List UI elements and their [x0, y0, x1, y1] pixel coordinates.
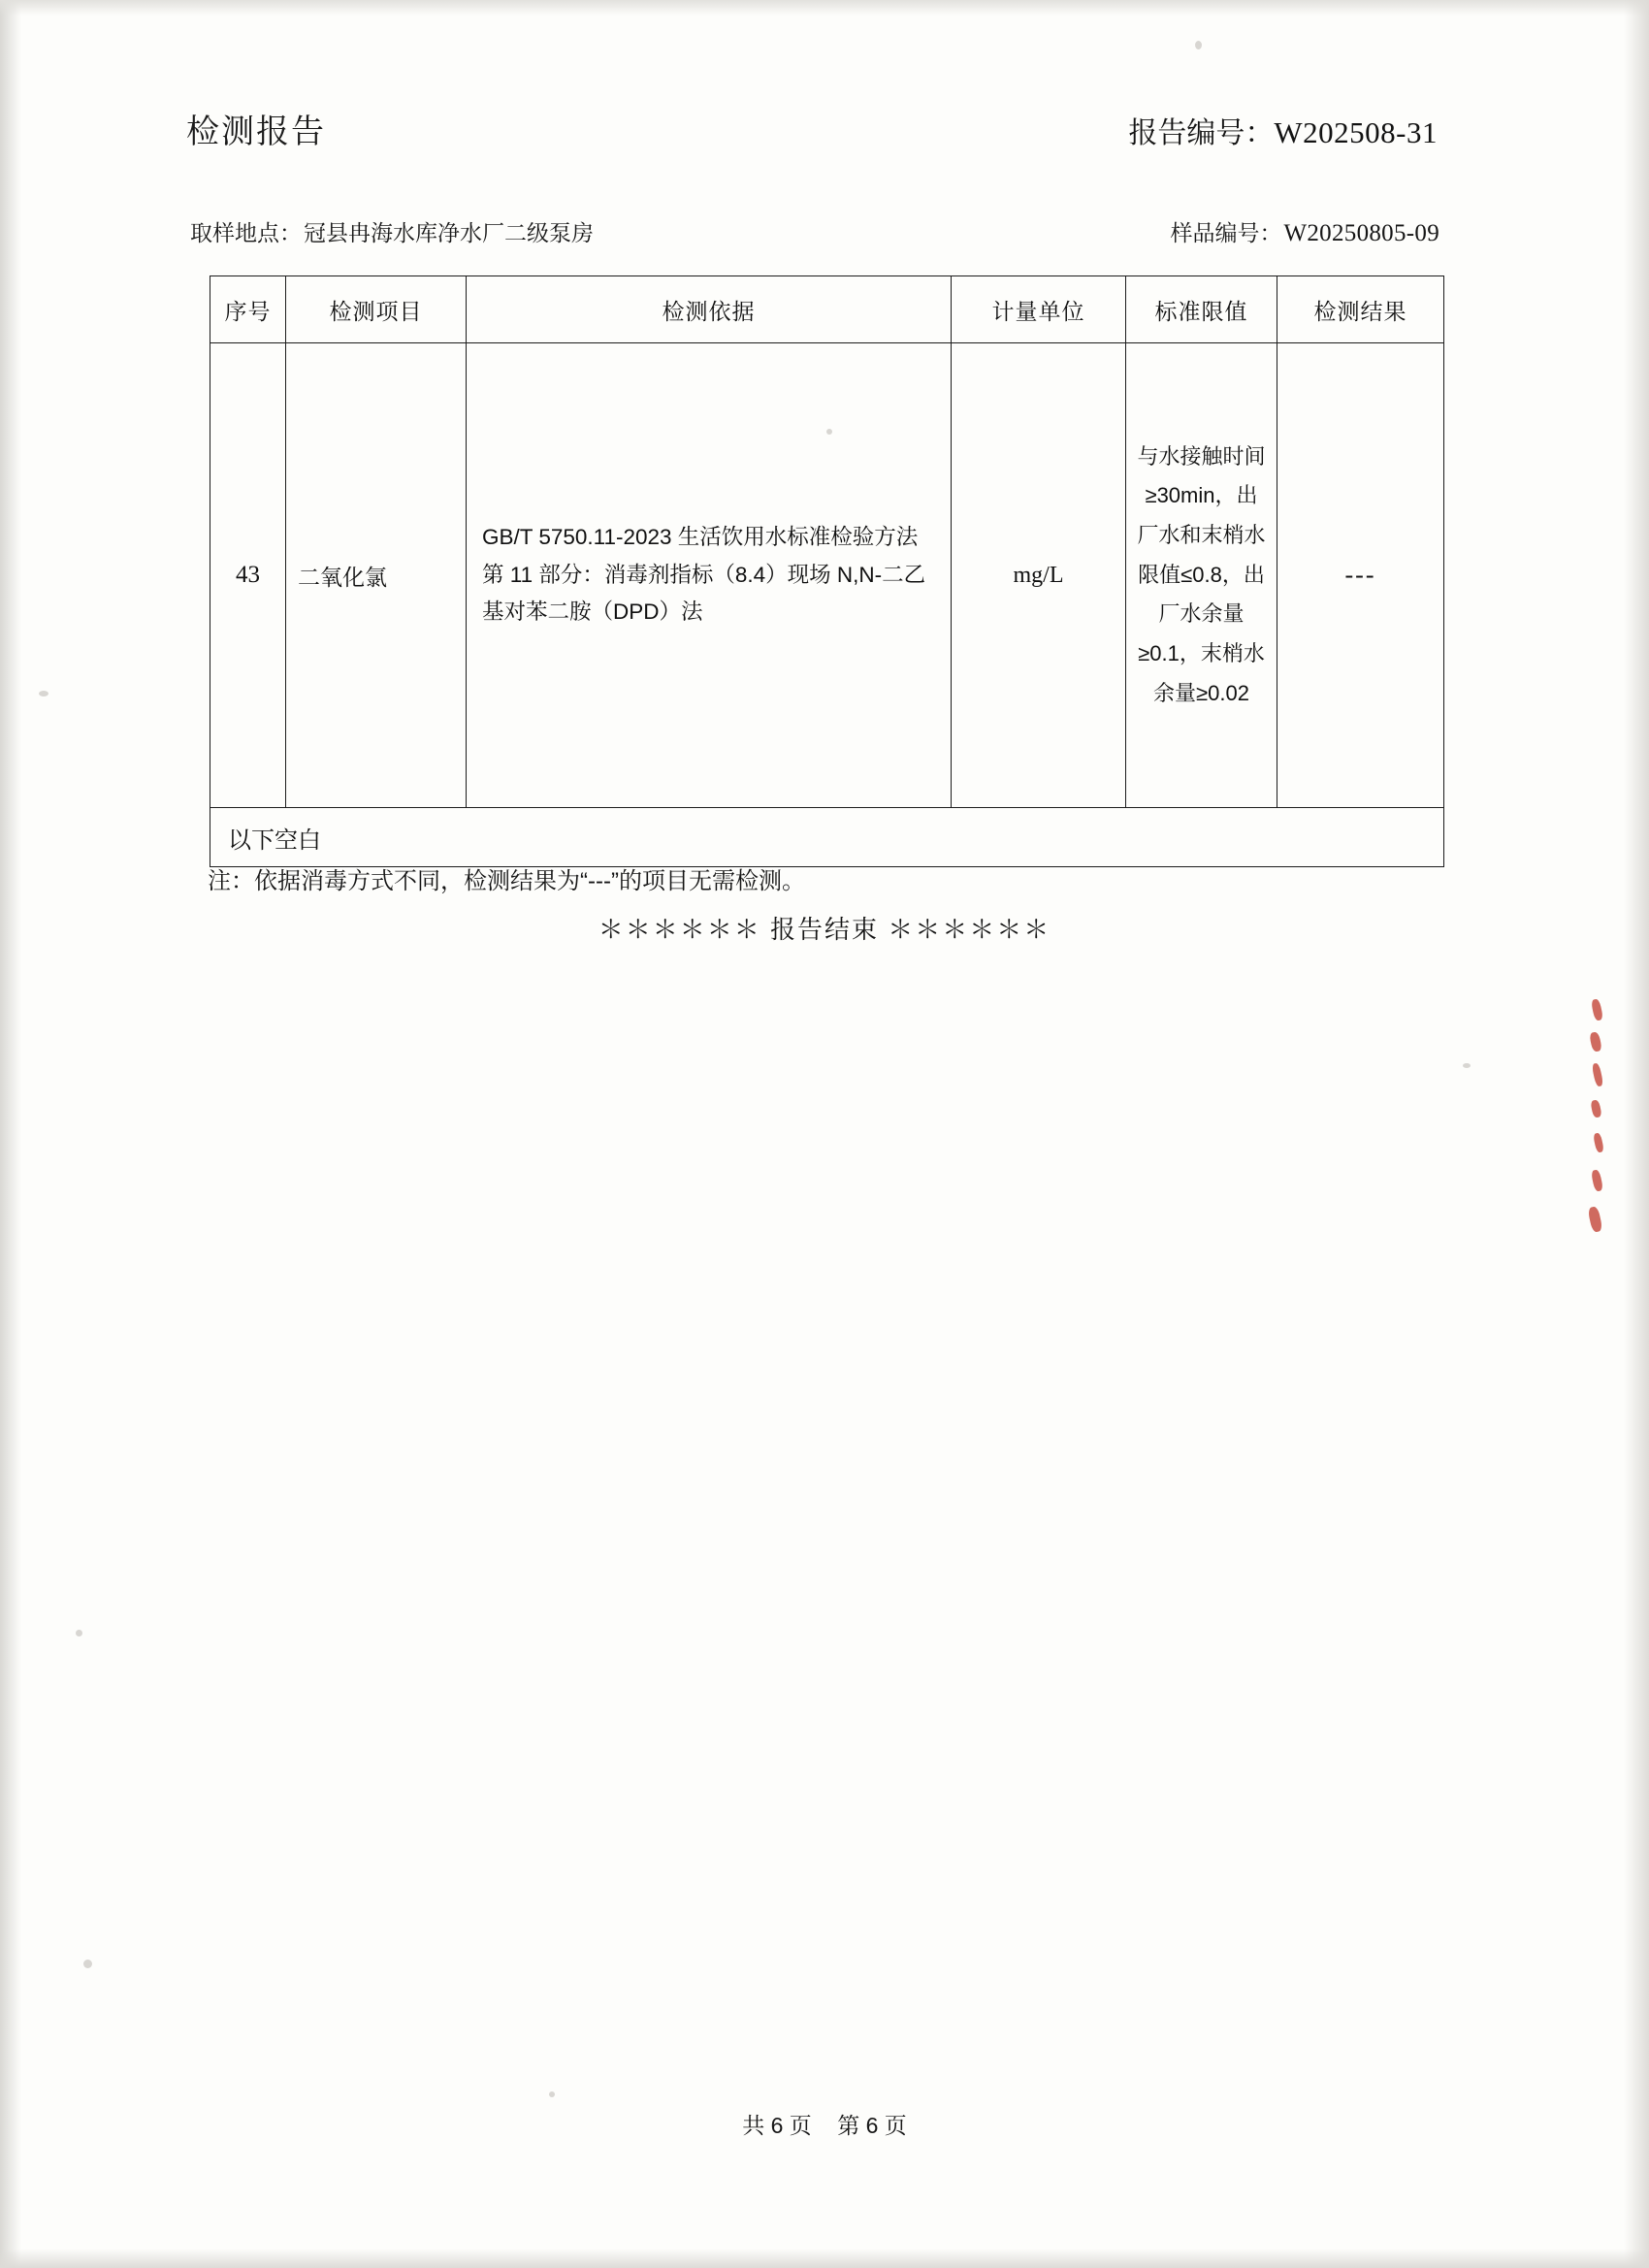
column-header-basis: 检测依据 [467, 276, 952, 343]
table-note: 注：依据消毒方式不同，检测结果为“---”的项目无需检测。 [208, 868, 805, 894]
scan-speck [549, 2091, 555, 2097]
scan-edge-top [0, 0, 1649, 16]
scan-edge-right [1624, 0, 1649, 2268]
report-end-marker: ＊＊＊＊＊＊ 报告结束 ＊＊＊＊＊＊ [598, 915, 1051, 944]
sample-number-value: W20250805-09 [1283, 220, 1439, 246]
cell-no: 43 [210, 343, 286, 808]
sampling-location [190, 215, 594, 247]
table-header-row [210, 276, 1444, 343]
red-pen-marking [1587, 999, 1612, 1242]
scan-speck [1463, 1063, 1471, 1068]
report-number-value: W202508-31 [1274, 115, 1438, 149]
blank-row-text: 以下空白 [210, 808, 1444, 867]
column-header-limit: 标准限值 [1126, 276, 1277, 343]
scan-speck [39, 691, 48, 697]
scan-speck [83, 1960, 92, 1968]
table-row [210, 343, 1444, 808]
table-body [210, 343, 1444, 867]
page-header [186, 105, 1438, 152]
scan-speck [76, 1630, 82, 1636]
cell-limit: 与水接触时间≥30min，出厂水和末梢水限值≤0.8，出厂水余量≥0.1，末梢水余量≥0.02 [1126, 343, 1277, 808]
sample-number [1170, 215, 1439, 247]
report-number-label: 报告编号： [1128, 117, 1275, 149]
page-footer [0, 2108, 1649, 2140]
table-blank-row [210, 808, 1444, 867]
results-table [210, 275, 1444, 867]
sample-number-label: 样品编号： [1170, 220, 1282, 245]
scan-edge-bottom [0, 2249, 1649, 2268]
total-pages: 共 6 页 [742, 2113, 812, 2138]
results-table-wrapper [210, 275, 1443, 867]
column-header-result: 检测结果 [1277, 276, 1444, 343]
cell-result: --- [1277, 343, 1444, 808]
scan-edge-left [0, 0, 21, 2268]
page-title: 检测报告 [186, 113, 326, 150]
sampling-location-value: 冠县冉海水库净水厂二级泵房 [304, 220, 594, 245]
sampling-location-label: 取样地点： [190, 220, 302, 245]
column-header-no: 序号 [210, 276, 286, 343]
scan-speck [1195, 41, 1202, 49]
sample-info-row [190, 215, 1439, 247]
column-header-item: 检测项目 [286, 276, 467, 343]
column-header-unit: 计量单位 [952, 276, 1126, 343]
current-page: 第 6 页 [837, 2113, 907, 2138]
cell-unit: mg/L [952, 343, 1126, 808]
report-number [1128, 109, 1438, 151]
cell-basis: GB/T 5750.11-2023 生活饮用水标准检验方法 第 11 部分：消毒剂指标（8.4）现场 N,N-二乙基对苯二胺（DPD）法 [467, 343, 952, 808]
cell-item: 二氧化氯 [286, 343, 467, 808]
table-header [210, 276, 1444, 343]
